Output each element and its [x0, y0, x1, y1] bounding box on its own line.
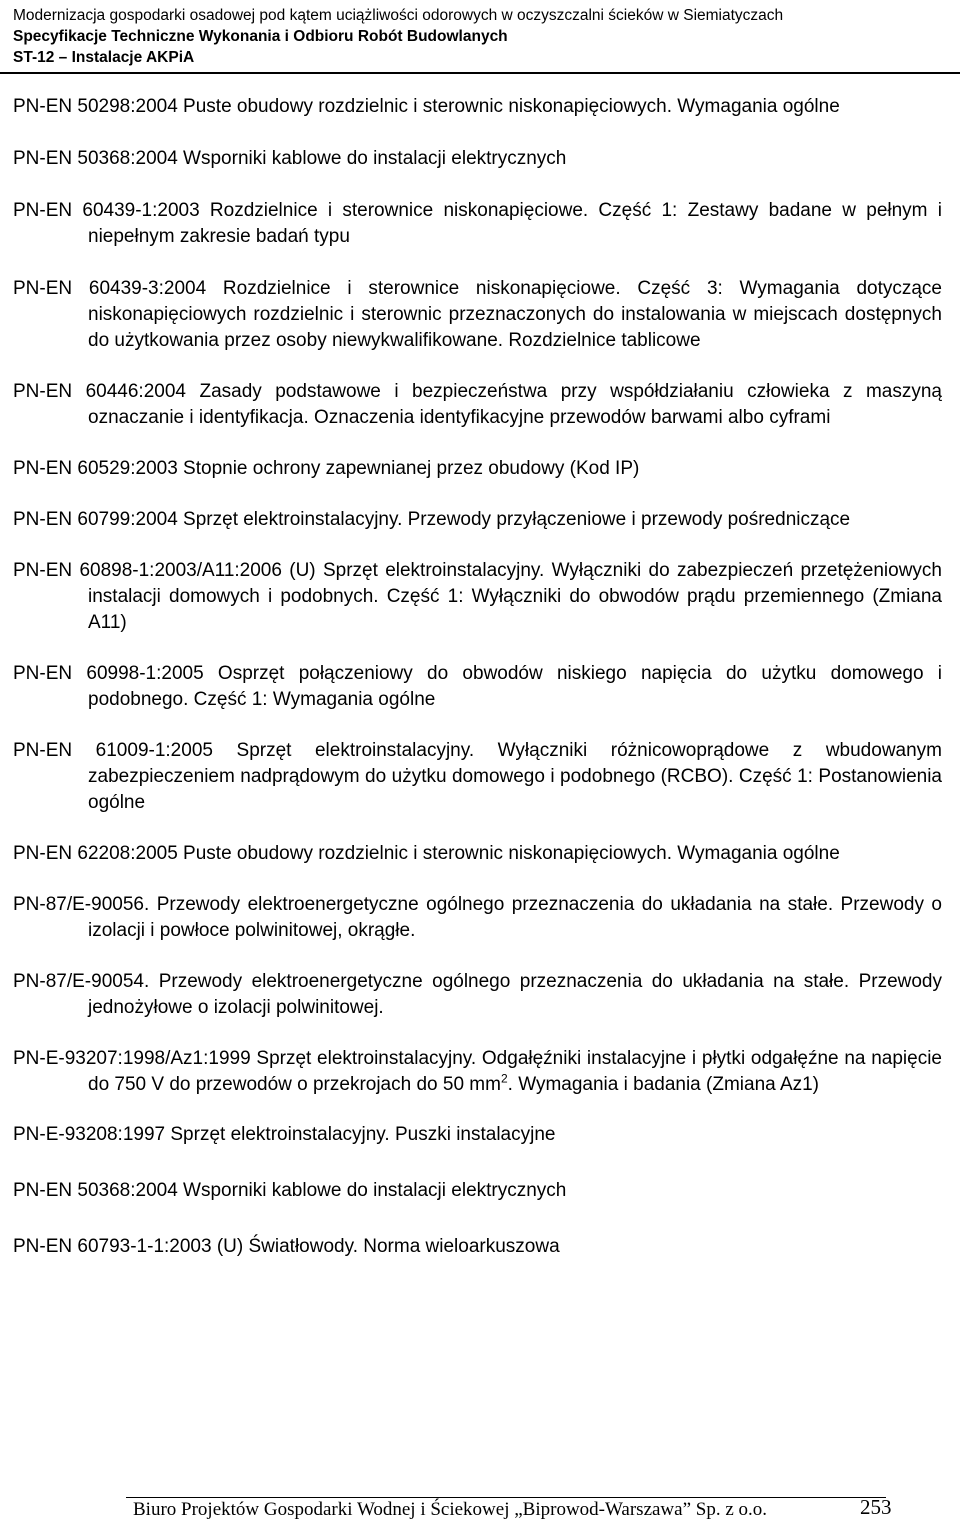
standard-entry: PN-EN 60439-1:2003 Rozdzielnice i sterownice niskonapięciowe. Część 1: Zestawy badane w pełnym i niepełnym zakresie badań typu	[13, 200, 942, 247]
document-footer	[133, 1495, 903, 1522]
header-project-title: Modernizacja gospodarki osadowej pod kątem uciążliwości odorowych w oczyszczalni ścieków w Siemiatyczach	[13, 7, 784, 24]
header-section-title: ST-12 – Instalacje AKPiA	[13, 49, 195, 66]
standard-entry: PN-EN 62208:2005 Puste obudowy rozdzielnic i sterownic niskonapięciowych. Wymagania ogólne	[13, 843, 840, 864]
standard-entry: PN-EN 61009-1:2005 Sprzęt elektroinstalacyjny. Wyłączniki różnicowoprądowe z wbudowanym zabezpieczeniem nadprądowym do użytku domowego i podobnego (RCBO). Część 1: Postanowienia ogólne	[13, 740, 942, 813]
document-header	[13, 5, 948, 68]
standard-entry: PN-E-93208:1997 Sprzęt elektroinstalacyjny. Puszki instalacyjne	[13, 1124, 556, 1145]
standard-entry	[13, 1046, 942, 1098]
standard-entry: PN-87/E-90054. Przewody elektroenergetyczne ogólnego przeznaczenia do układania na stałe. Przewody jednożyłowe o izolacji polwinitowej.	[13, 971, 942, 1018]
standard-entry: PN-EN 50298:2004 Puste obudowy rozdzielnic i sterownic niskonapięciowych. Wymagania ogólne	[13, 96, 840, 117]
standard-entry: PN-EN 60793-1-1:2003 (U) Światłowody. Norma wieloarkuszowa	[13, 1236, 560, 1257]
standard-entry: PN-87/E-90056. Przewody elektroenergetyczne ogólnego przeznaczenia do układania na stałe. Przewody o izolacji i powłoce polwinitowej, okrągłe.	[13, 894, 942, 941]
standard-entry: PN-EN 60439-3:2004 Rozdzielnice i sterownice niskonapięciowe. Część 3: Wymagania dotyczące niskonapięciowych rozdzielnic i sterownic przeznaczonych do instalowania w miejscach dostępnych do użytkowania przez osoby niewykwalifikowane. Rozdzielnice tablicowe	[13, 278, 942, 351]
standard-entry-text: PN-E-93207:1998/Az1:1999 Sprzęt elektroinstalacyjny. Odgałęźniki instalacyjne i płytki odgałęźne na napięcie do 750 V do przewodów o przekrojach do 50 mm	[13, 1048, 942, 1095]
page-number: 253	[860, 1495, 892, 1519]
standard-entry: PN-EN 50368:2004 Wsporniki kablowe do instalacji elektrycznych	[13, 1180, 567, 1201]
standard-entry: PN-EN 60446:2004 Zasady podstawowe i bezpieczeństwa przy współdziałaniu człowieka z maszyną oznaczanie i identyfikacja. Oznaczenia identyfikacyjne przewodów barwami albo cyframi	[13, 381, 942, 428]
standard-entry: PN-EN 60529:2003 Stopnie ochrony zapewnianej przez obudowy (Kod IP)	[13, 458, 640, 479]
standard-entry: PN-EN 60799:2004 Sprzęt elektroinstalacyjny. Przewody przyłączeniowe i przewody pośredniczące	[13, 509, 851, 530]
standard-entry: PN-EN 60998-1:2005 Osprzęt połączeniowy do obwodów niskiego napięcia do użytku domowego i podobnego. Część 1: Wymagania ogólne	[13, 663, 942, 710]
header-divider	[0, 72, 960, 74]
superscript-2: 2	[500, 1071, 508, 1086]
footer-company-name: Biuro Projektów Gospodarki Wodnej i Ściekowej „Biprowod-Warszawa” Sp. z o.o.	[133, 1499, 768, 1520]
standard-entry-tail: . Wymagania i badania (Zmiana Az1)	[507, 1074, 820, 1095]
standards-list	[13, 94, 942, 1260]
standard-entry: PN-EN 50368:2004 Wsporniki kablowe do instalacji elektrycznych	[13, 148, 567, 169]
header-spec-title: Specyfikacje Techniczne Wykonania i Odbioru Robót Budowlanych	[13, 28, 508, 45]
standard-entry: PN-EN 60898-1:2003/A11:2006 (U) Sprzęt elektroinstalacyjny. Wyłączniki do zabezpieczeń przetężeniowych instalacji domowych i podobnych. Część 1: Wyłączniki do obwodów prądu przemiennego (Zmiana A11)	[13, 560, 942, 633]
